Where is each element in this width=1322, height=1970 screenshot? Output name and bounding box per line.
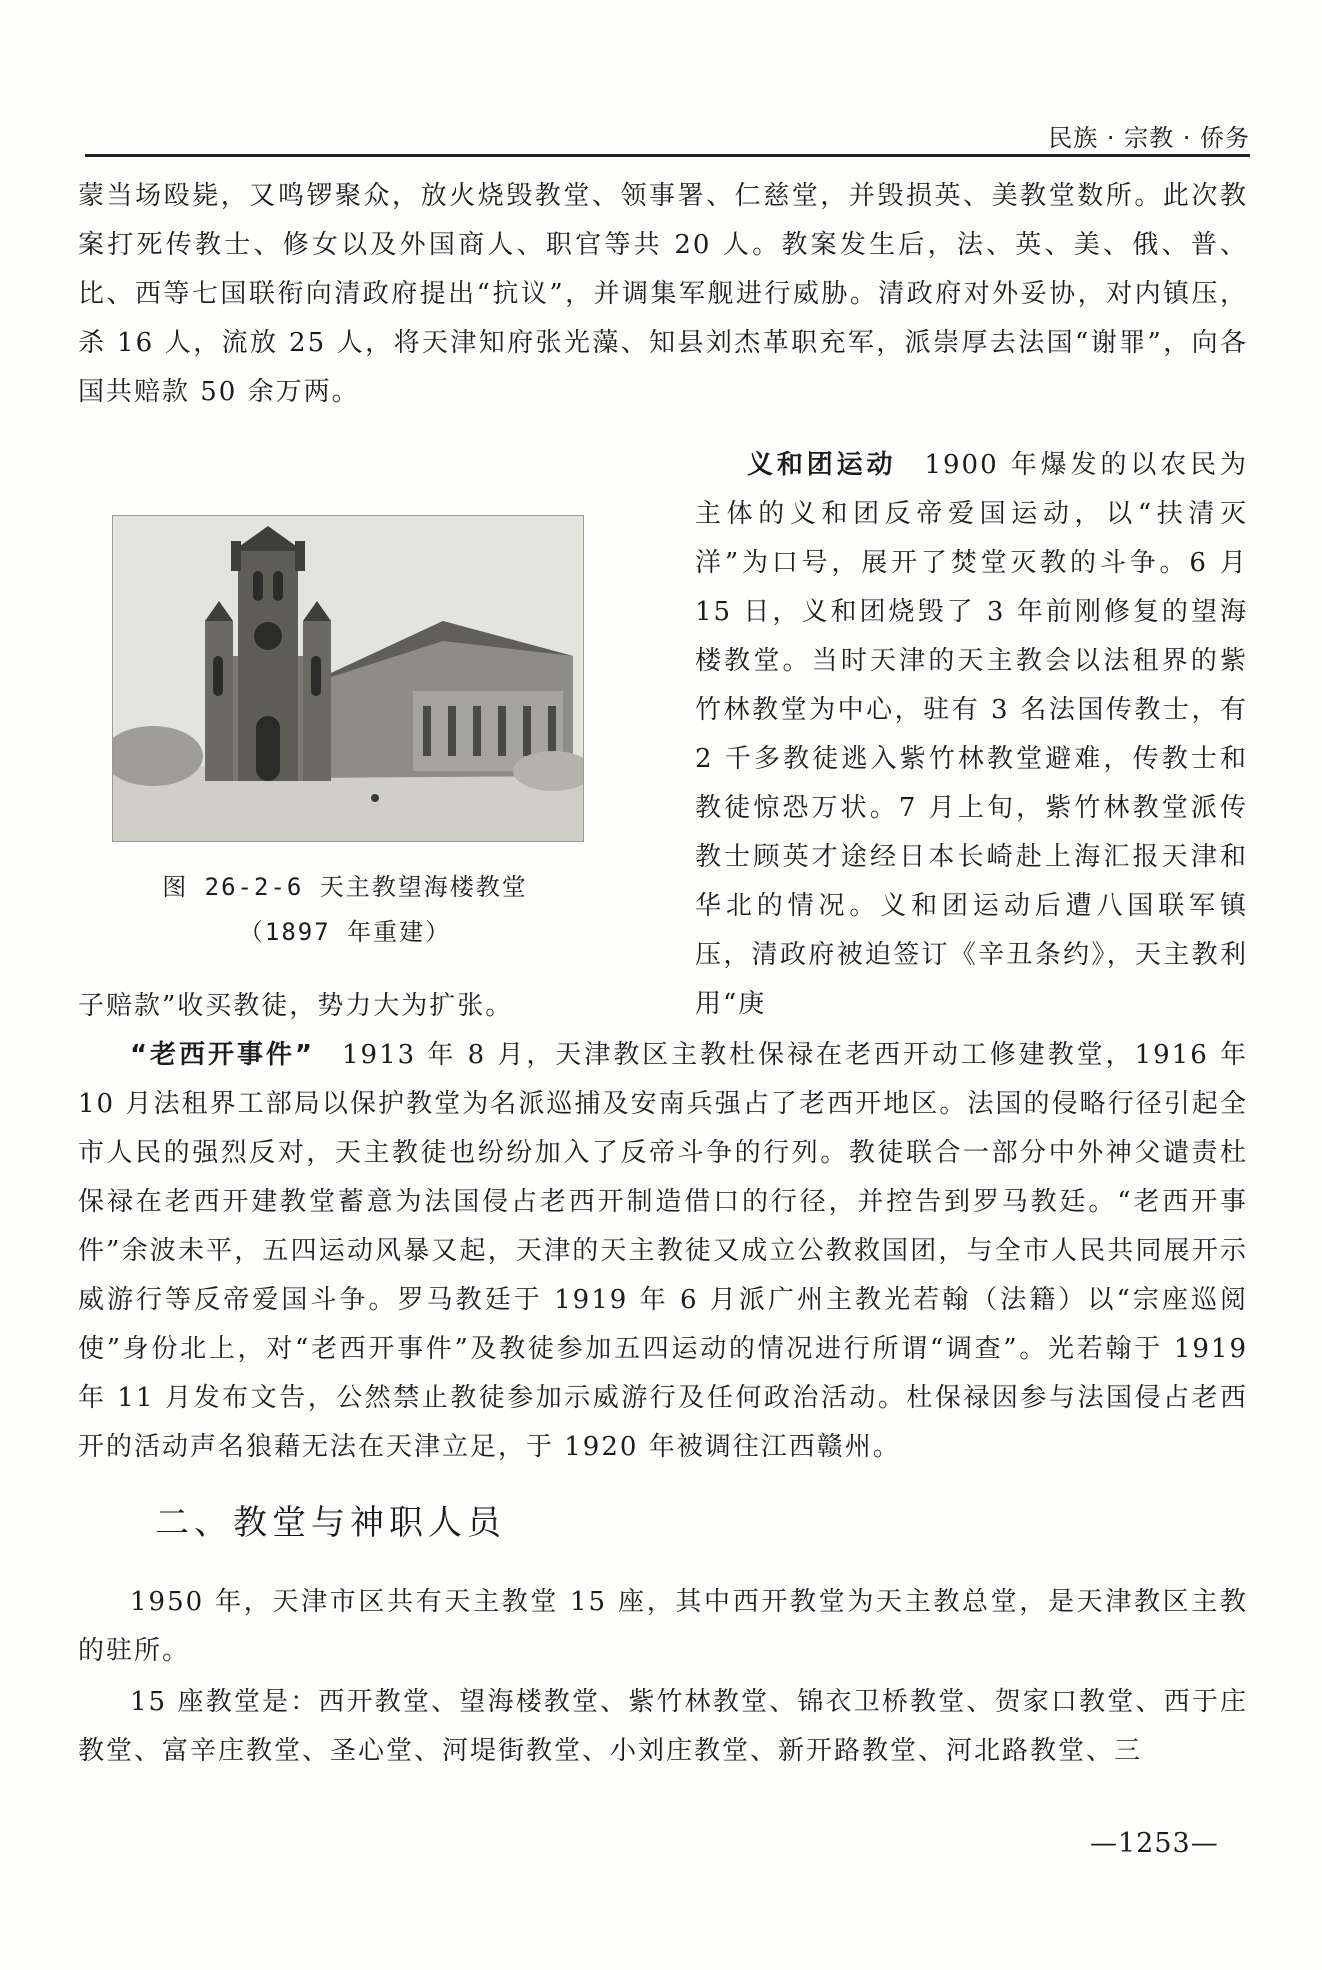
paragraph-church-count: 1950 年，天津市区共有天主教堂 15 座，其中西开教堂为天主教总堂，是天津教区主教的驻所。 [78,1587,1248,1666]
laoxikai-heading: “老西开事件” [130,1040,314,1070]
page-number: —1253— [1090,1828,1219,1859]
section-heading: 二、教堂与神职人员 [155,1503,506,1543]
church-illustration [113,516,583,841]
boxer-text: 1900 年爆发的以农民为主体的义和团反帝爱国运动，以“扶清灭洋”为口号，展开了焚堂灭教的斗争。6 月 15 日，义和团烧毁了 3 年前刚修复的望海楼教堂。当时天津的天主教会以法租界的紫竹林教堂为中心，驻有 3 名法国传教士，有 2 千多教徒逃入紫竹林教堂避难，传教士和教徒惊恐万状。7 月上旬，紫竹林教堂派传教士顾英才途经日本长崎赴上海汇报天津和华北的情况。义和团运动后遭八国联军镇压，清政府被迫签订《辛丑条约》，天主教利用“庚 [695,450,1248,1019]
laoxikai-text: 1913 年 8 月，天津教区主教杜保禄在老西开动工修建教堂，1916 年 10 月法租界工部局以保护教堂为名派巡捕及安南兵强占了老西开地区。法国的侵略行径引起全市人民的强烈反对，天主教徒也纷纷加入了反帝斗争的行列。教徒联合一部分中外神父谴责杜保禄在老西开建教堂蓄意为法国侵占老西开制造借口的行径，并控告到罗马教廷。“老西开事件”余波未平，五四运动风暴又起，天津的天主教徒又成立公教救国团，与全市人民共同展开示威游行等反帝爱国斗争。罗马教廷于 1919 年 6 月派广州主教光若翰（法籍）以“宗座巡阅使”身份北上，对“老西开事件”及教徒参加五四运动的情况进行所谓“调查”。光若翰于 1919 年 11 月发布文告，公然禁止教徒参加示威游行及任何政治活动。杜保禄因参与法国侵占老西开的活动声名狼藉无法在天津立足，于 1920 年被调往江西赣州。 [78,1040,1249,1462]
paragraph-church-list: 15 座教堂是：西开教堂、望海楼教堂、紫竹林教堂、锦衣卫桥教堂、贺家口教堂、西于庄教堂、富辛庄教堂、圣心堂、河堤街教堂、小刘庄教堂、新开路教堂、河北路教堂、三 [78,1687,1248,1766]
figure-caption [95,865,595,955]
running-header [85,118,1250,157]
boxer-heading: 义和团运动 [747,450,897,480]
paragraph-boxer-movement [695,441,1248,1029]
caption-title: 图 26-2-6 天主教望海楼教堂 [162,873,528,901]
paragraph-tianjin-incident: 蒙当场殴毙，又鸣锣聚众，放火烧毁教堂、领事署、仁慈堂，并毁损英、美教堂数所。此次教案打死传教士、修女以及外国商人、职官等共 20 人。教案发生后，法、英、美、俄、普、比、西等七国联衔向清政府提出“抗议”，并调集军舰进行威胁。清政府对外妥协，对内镇压，杀 16 人，流放 25 人，将天津知府张光藻、知县刘杰革职充军，派崇厚去法国“谢罪”，向各国共赔款 50 余万两。 [78,181,1248,407]
paragraph-boxer-continued: 子赔款”收买教徒，势力大为扩张。 [78,991,514,1021]
paragraph-laoxikai [78,1031,1248,1472]
church-photo [112,515,584,842]
section-title: 民族 · 宗教 · 侨务 [1048,124,1250,152]
caption-date: （1897 年重建） [238,918,452,946]
